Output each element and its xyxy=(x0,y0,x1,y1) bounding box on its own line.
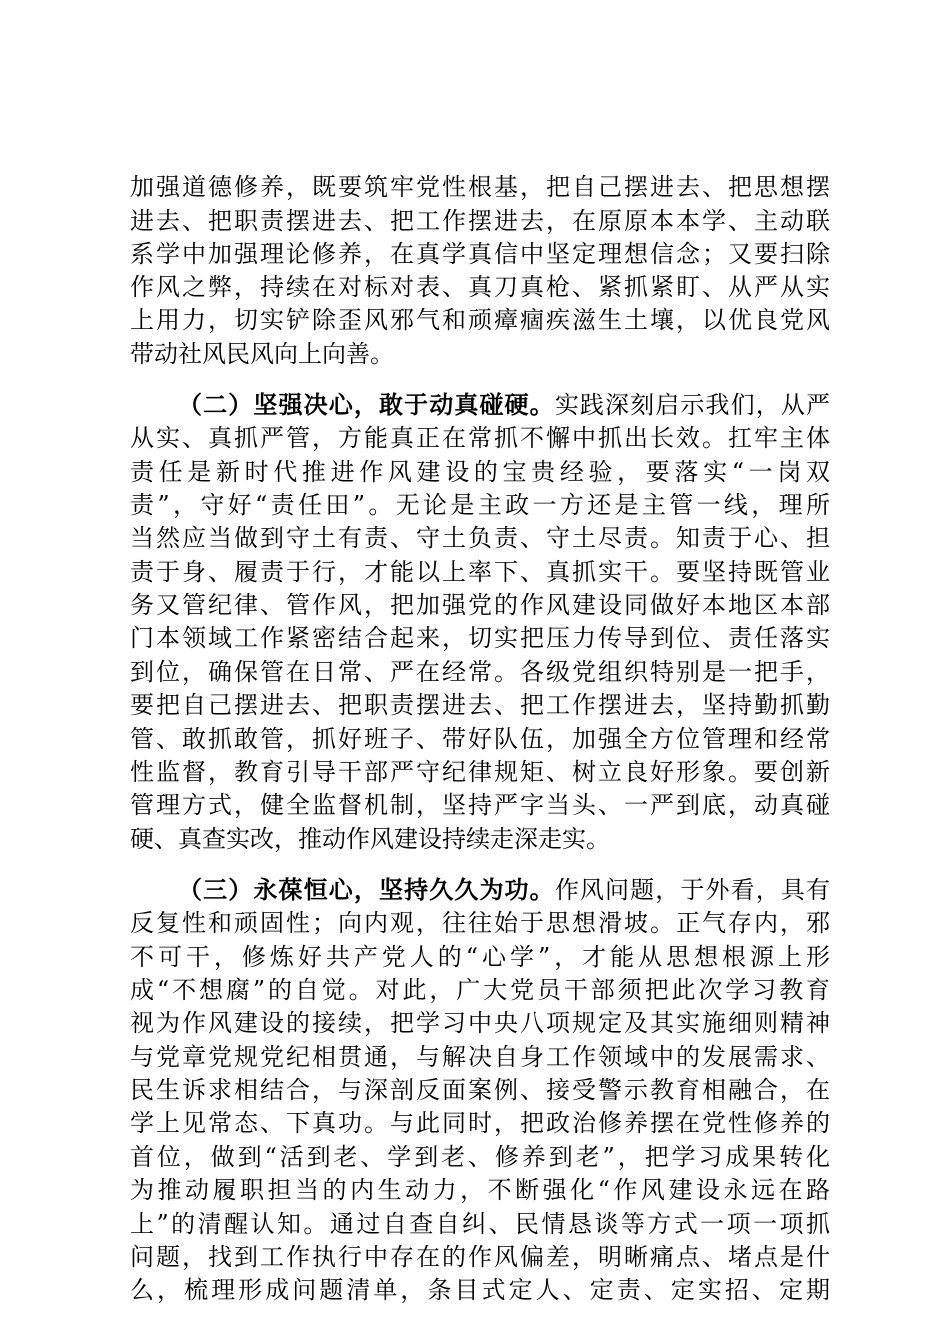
para3-line-12: 问题，找到工作执行中存在的作风偏差，明晰痛点、堵点是什 xyxy=(130,1243,830,1271)
para1-line-2: 进去、把职责摆进去、把工作摆进去，在原原本本学、主动联 xyxy=(130,207,830,235)
para3-line-1 xyxy=(178,873,830,907)
para3-line-6: 与党章党规党纪相贯通，与解决自身工作领域中的发展需求、 xyxy=(130,1043,830,1071)
para3-line-7: 民生诉求相结合，与深剖反面案例、接受警示教育相融合，在 xyxy=(130,1076,830,1104)
para3-line-8: 学上见常态、下真功。与此同时，把政治修养摆在党性修养的 xyxy=(130,1109,830,1137)
para1-line-5: 上用力，切实铲除歪风邪气和顽瘴痼疾滋生土壤，以优良党风 xyxy=(130,306,830,334)
para2-line-2: 从实、真抓严管，方能真正在常抓不懈中抓出长效。扛牢主体 xyxy=(130,424,830,452)
para3-line-13: 么，梳理形成问题清单，条目式定人、定责、定实招、定期 xyxy=(130,1276,830,1304)
para2-line-10: 要把自己摆进去、把职责摆进去、把工作摆进去，坚持勤抓勤 xyxy=(130,691,830,719)
para3-line-3: 不可干，修炼好共产党人的“心学”，才能从思想根源上形 xyxy=(130,943,830,971)
para2-heading: （二）坚强决心，敢于动真碰硬。 xyxy=(178,390,555,419)
para2-line-12: 性监督，教育引导干部严守纪律规矩、树立良好形象。要创新 xyxy=(130,758,830,786)
para3-line-9: 首位，做到“活到老、学到老、修养到老”，把学习成果转化 xyxy=(130,1143,830,1171)
para2-line-1 xyxy=(178,388,830,422)
para2-line-7: 务又管纪律、管作风，把加强党的作风建设同做好本地区本部 xyxy=(130,591,830,619)
para2-line-4: 责”，守好“责任田”。无论是主政一方还是主管一线，理所 xyxy=(130,491,830,519)
para2-line-9: 到位，确保管在日常、严在经常。各级党组织特别是一把手， xyxy=(130,658,830,686)
para1-line-4: 作风之弊，持续在对标对表、真刀真枪、紧抓紧盯、从严从实 xyxy=(130,273,830,301)
para2-line-13: 管理方式，健全监督机制，坚持严字当头、一严到底，动真碰 xyxy=(130,791,830,819)
para3-line-5: 视为作风建设的接续，把学习中央八项规定及其实施细则精神 xyxy=(130,1009,830,1037)
para1-line-6: 带动社风民风向上向善。 xyxy=(130,340,394,368)
para2-line-8: 门本领域工作紧密结合起来，切实把压力传导到位、责任落实 xyxy=(130,624,830,652)
para2-line-1-text: 实践深刻启示我们，从严 xyxy=(554,391,830,419)
para1-line-3: 系学中加强理论修养，在真学真信中坚定理想信念；又要扫除 xyxy=(130,240,830,268)
para3-line-2: 反复性和顽固性；向内观，往往始于思想滑坡。正气存内，邪 xyxy=(130,909,830,937)
para2-line-11: 管、敢抓敢管，抓好班子、带好队伍，加强全方位管理和经常 xyxy=(130,725,830,753)
para3-line-1-text: 作风问题，于外看，具有 xyxy=(554,876,830,904)
para3-line-10: 为推动履职担当的内生动力，不断强化“作风建设永远在路 xyxy=(130,1176,830,1204)
para3-heading: （三）永葆恒心，坚持久久为功。 xyxy=(178,875,555,904)
para1-line-1: 加强道德修养，既要筑牢党性根基，把自己摆进去、把思想摆 xyxy=(130,173,830,201)
para2-line-14: 硬、真查实改，推动作风建设持续走深走实。 xyxy=(130,825,610,853)
para2-line-3: 责任是新时代推进作风建设的宝贵经验，要落实“一岗双 xyxy=(130,458,830,486)
para2-line-5: 当然应当做到守土有责、守土负责、守土尽责。知责于心、担 xyxy=(130,524,830,552)
para3-line-4: 成“不想腐”的自觉。对此，广大党员干部须把此次学习教育 xyxy=(130,976,830,1004)
para2-line-6: 责于身、履责于行，才能以上率下、真抓实干。要坚持既管业 xyxy=(130,558,830,586)
para3-line-11: 上”的清醒认知。通过自查自纠、民情恳谈等方式一项一项抓 xyxy=(130,1210,830,1238)
